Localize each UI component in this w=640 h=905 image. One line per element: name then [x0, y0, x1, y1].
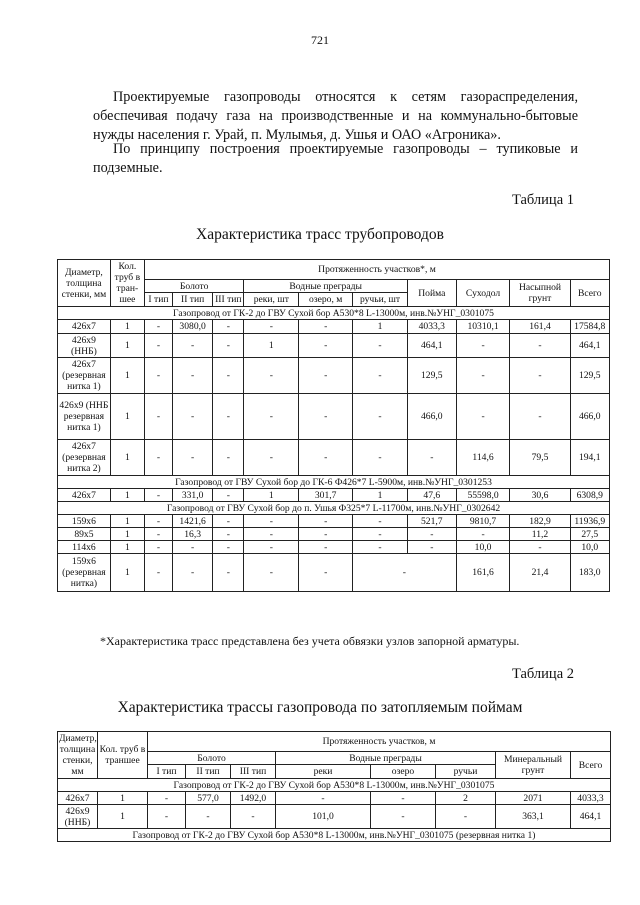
table-cell: - — [213, 515, 244, 528]
table-cell: - — [186, 805, 231, 829]
table-cell: - — [244, 440, 299, 476]
table-row — [58, 541, 610, 554]
table-cell: - — [299, 554, 353, 592]
table1-footnote: *Характеристика трасс представлена без учета обвязки узлов запорной арматуры. — [100, 634, 520, 648]
table-cell: - — [244, 515, 299, 528]
table-cell: - — [144, 554, 172, 592]
table-cell: 4033,3 — [407, 320, 456, 334]
t1-header-length: Протяженность участков*, м — [144, 260, 609, 280]
table-cell: 161,6 — [456, 554, 510, 592]
t2-header-diameter: Диаметр, толщина стенки, мм — [59, 733, 97, 777]
table-cell: - — [456, 358, 510, 394]
table-cell: 1 — [110, 440, 144, 476]
table-row — [58, 805, 611, 829]
table-cell: 21,4 — [510, 554, 570, 592]
table-cell: 1 — [110, 489, 144, 502]
table-cell: - — [353, 394, 408, 440]
table-cell: - — [299, 528, 353, 541]
t2-header-swamp: Болото — [148, 752, 276, 765]
table-cell: 10,0 — [456, 541, 510, 554]
table-cell: - — [456, 394, 510, 440]
table-cell: - — [213, 334, 244, 358]
table-row — [58, 528, 610, 541]
table-cell: - — [144, 541, 172, 554]
table-cell: 11,2 — [510, 528, 570, 541]
table-cell: - — [144, 515, 172, 528]
t1-header-count: Кол. труб в тран-шее — [110, 260, 144, 307]
table-row — [58, 440, 610, 476]
table-cell: 1 — [353, 320, 408, 334]
table-cell: - — [144, 528, 172, 541]
table-cell: 4033,3 — [571, 792, 611, 805]
table-cell: 129,5 — [407, 358, 456, 394]
table-cell: 426х7 — [58, 489, 111, 502]
t2-header-count: Кол. труб в траншее — [98, 732, 148, 779]
t1-header-water: Водные преграды — [244, 280, 408, 293]
table-cell: 577,0 — [186, 792, 231, 805]
table-cell: - — [244, 541, 299, 554]
table-row — [58, 320, 610, 334]
table-cell: - — [231, 805, 276, 829]
t1-header-type3: III тип — [213, 293, 244, 307]
table-cell: - — [299, 515, 353, 528]
table-cell: - — [172, 358, 212, 394]
t1-header-type2: II тип — [172, 293, 212, 307]
table-cell: - — [172, 334, 212, 358]
table-cell: 331,0 — [172, 489, 212, 502]
table-cell: 1 — [110, 394, 144, 440]
table-row — [58, 792, 611, 805]
table-cell: 79,5 — [510, 440, 570, 476]
table-cell: 1 — [110, 334, 144, 358]
t2-header-rivers: реки — [276, 765, 371, 779]
table-cell: 1 — [110, 528, 144, 541]
table-cell: - — [172, 394, 212, 440]
table-cell: 1 — [353, 489, 408, 502]
table2 — [57, 731, 611, 842]
table-cell: 426х9 (ННБ резервная нитка 1) — [58, 394, 111, 440]
table-cell: - — [510, 358, 570, 394]
table-cell: 464,1 — [407, 334, 456, 358]
t1-header-lake: озеро, м — [299, 293, 353, 307]
table-cell: 16,3 — [172, 528, 212, 541]
table-cell: - — [172, 554, 212, 592]
table-cell: - — [172, 440, 212, 476]
table-cell: 159х6 — [58, 515, 111, 528]
table-cell: - — [299, 440, 353, 476]
table1-title: Характеристика трасс трубопроводов — [196, 226, 444, 243]
table-row — [58, 358, 610, 394]
t1-header-type1: I тип — [144, 293, 172, 307]
table-cell: 182,9 — [510, 515, 570, 528]
table-cell: 1 — [98, 805, 148, 829]
table-cell: 161,4 — [510, 320, 570, 334]
table-row — [58, 515, 610, 528]
t1-header-fill: Насыпной грунт — [510, 280, 570, 307]
table1-label: Таблица 1 — [511, 192, 574, 208]
t1-section-title: Газопровод от ГВУ Сухой бор до ГК-6 Ф426*7 L-5900м, инв.№УНГ_0301253 — [58, 476, 610, 489]
table-cell: 3080,0 — [172, 320, 212, 334]
table-cell: - — [244, 358, 299, 394]
t1-header-total: Всего — [570, 280, 609, 307]
table-cell: - — [353, 528, 408, 541]
t1-section-title: Газопровод от ГК-2 до ГВУ Сухой бор А530*8 L-13000м, инв.№УНГ_0301075 — [58, 307, 610, 320]
table-cell: - — [213, 528, 244, 541]
table-cell: 101,0 — [276, 805, 371, 829]
table-cell: 2071 — [496, 792, 571, 805]
table-cell: - — [213, 394, 244, 440]
table-cell: - — [353, 358, 408, 394]
t2-section-row — [58, 829, 611, 842]
table-cell: - — [456, 334, 510, 358]
table-cell: 464,1 — [571, 805, 611, 829]
table-cell: - — [276, 792, 371, 805]
table-cell: - — [144, 334, 172, 358]
table-cell: 47,6 — [407, 489, 456, 502]
table-cell: - — [353, 541, 408, 554]
table-cell: - — [299, 394, 353, 440]
table-row — [58, 489, 610, 502]
table-cell: 1 — [110, 358, 144, 394]
table-cell: 521,7 — [407, 515, 456, 528]
table-cell: 11936,9 — [570, 515, 609, 528]
t2-header-mineral: Минеральный грунт — [496, 752, 571, 779]
t2-section-row — [58, 779, 611, 792]
table-cell: 194,1 — [570, 440, 609, 476]
table-cell: 27,5 — [570, 528, 609, 541]
table-cell: - — [244, 528, 299, 541]
table-cell: - — [407, 528, 456, 541]
table-cell: - — [407, 440, 456, 476]
table-cell: 464,1 — [570, 334, 609, 358]
table-cell: 114х6 — [58, 541, 111, 554]
table-cell: - — [299, 320, 353, 334]
table-cell: 17584,8 — [570, 320, 609, 334]
t1-header-diameter: Диаметр, толщина стенки, мм — [58, 260, 111, 307]
table-cell: - — [371, 792, 436, 805]
table-cell: - — [144, 440, 172, 476]
t2-header-length: Протяженность участков, м — [148, 732, 611, 752]
table-cell: 89х5 — [58, 528, 111, 541]
table-cell: 9810,7 — [456, 515, 510, 528]
table-cell: 466,0 — [407, 394, 456, 440]
table-cell: 466,0 — [570, 394, 609, 440]
table-cell: - — [371, 805, 436, 829]
table-cell: - — [244, 320, 299, 334]
table-cell: - — [148, 805, 186, 829]
table-cell: 30,6 — [510, 489, 570, 502]
t1-section-row — [58, 476, 610, 489]
table-cell: 1 — [110, 515, 144, 528]
t1-header-flood: Пойма — [407, 280, 456, 307]
table-cell: - — [299, 541, 353, 554]
table-cell: - — [353, 440, 408, 476]
table-cell: 114,6 — [456, 440, 510, 476]
t1-header-rivers: реки, шт — [244, 293, 299, 307]
t2-header-streams: ручьи — [436, 765, 496, 779]
table-cell: - — [213, 320, 244, 334]
table-cell: - — [353, 554, 457, 592]
table-cell: - — [213, 440, 244, 476]
table-cell: - — [144, 489, 172, 502]
table-cell: 426х7 — [58, 792, 98, 805]
t1-section-row — [58, 307, 610, 320]
table-cell: 1 — [110, 541, 144, 554]
table-cell: - — [172, 541, 212, 554]
t1-header-dry: Суходол — [456, 280, 510, 307]
table-cell: 426х9 (ННБ) — [58, 334, 111, 358]
table1 — [57, 259, 610, 592]
table-cell: 426х7 — [58, 320, 111, 334]
page-number: 721 — [311, 33, 329, 47]
table-row — [58, 394, 610, 440]
t2-header-water: Водные преграды — [276, 752, 496, 765]
table-cell: - — [436, 805, 496, 829]
table-cell: - — [299, 358, 353, 394]
t1-section-title: Газопровод от ГВУ Сухой бор до п. Ушья Ф325*7 L-11700м, инв.№УНГ_0302642 — [58, 502, 610, 515]
table-cell: - — [144, 358, 172, 394]
table-cell: 55598,0 — [456, 489, 510, 502]
table-cell: 1492,0 — [231, 792, 276, 805]
table-cell: 10,0 — [570, 541, 609, 554]
table-cell: 10310,1 — [456, 320, 510, 334]
table-cell: 363,1 — [496, 805, 571, 829]
table-cell: - — [353, 334, 408, 358]
table-cell: 183,0 — [570, 554, 609, 592]
table-cell: - — [353, 515, 408, 528]
table-cell: - — [244, 554, 299, 592]
table-row — [58, 554, 610, 592]
table2-title: Характеристика трассы газопровода по затопляемым поймам — [117, 699, 523, 716]
table-cell: - — [213, 489, 244, 502]
table-cell: 1 — [244, 489, 299, 502]
table-cell: - — [213, 554, 244, 592]
table-cell: - — [510, 394, 570, 440]
table-cell: 159х6 (резервная нитка) — [58, 554, 111, 592]
t2-section-title: Газопровод от ГК-2 до ГВУ Сухой бор А530*8 L-13000м, инв.№УНГ_0301075 (резервная нитка 1) — [58, 829, 611, 842]
t2-header-lake: озеро — [371, 765, 436, 779]
paragraph-2: По принципу построения проектируемые газопроводы – тупиковые и подземные. — [93, 141, 578, 176]
table2-label: Таблица 2 — [511, 666, 574, 682]
table-cell: 1 — [110, 320, 144, 334]
paragraph-1: Проектируемые газопроводы относятся к сетям газораспределения, обеспечивая подачу газа на производственные и на коммунально-бытовые нужды населения г. Урай, п. Мулымья, д. Ушья и ОАО «Агроника». — [93, 89, 578, 143]
table-cell: 301,7 — [299, 489, 353, 502]
table-cell: - — [144, 320, 172, 334]
table-cell: - — [407, 541, 456, 554]
table-cell: 129,5 — [570, 358, 609, 394]
table-cell: - — [510, 541, 570, 554]
table-cell: 1421,6 — [172, 515, 212, 528]
table-cell: - — [456, 528, 510, 541]
t1-header-swamp: Болото — [144, 280, 243, 293]
table-cell: - — [148, 792, 186, 805]
table-cell: - — [244, 394, 299, 440]
table-cell: 426х9 (ННБ) — [58, 805, 98, 829]
table-cell: 426х7 (резервная нитка 2) — [58, 440, 111, 476]
t2-header-type1: I тип — [148, 765, 186, 779]
table-cell: - — [510, 334, 570, 358]
table-cell: - — [299, 334, 353, 358]
table-cell: 426х7 (резервная нитка 1) — [58, 358, 111, 394]
t2-header-type3: III тип — [231, 765, 276, 779]
table-cell: 1 — [98, 792, 148, 805]
table-cell: 2 — [436, 792, 496, 805]
t2-header-type2: II тип — [186, 765, 231, 779]
table-cell: 1 — [244, 334, 299, 358]
t1-section-row — [58, 502, 610, 515]
t2-header-total: Всего — [571, 752, 611, 779]
table-cell: - — [213, 541, 244, 554]
table-cell: 1 — [110, 554, 144, 592]
t2-section-title: Газопровод от ГК-2 до ГВУ Сухой бор А530*8 L-13000м, инв.№УНГ_0301075 — [58, 779, 611, 792]
table-cell: - — [144, 394, 172, 440]
t1-header-streams: ручьи, шт — [353, 293, 408, 307]
table-row — [58, 334, 610, 358]
table-cell: - — [213, 358, 244, 394]
table-cell: 6308,9 — [570, 489, 609, 502]
